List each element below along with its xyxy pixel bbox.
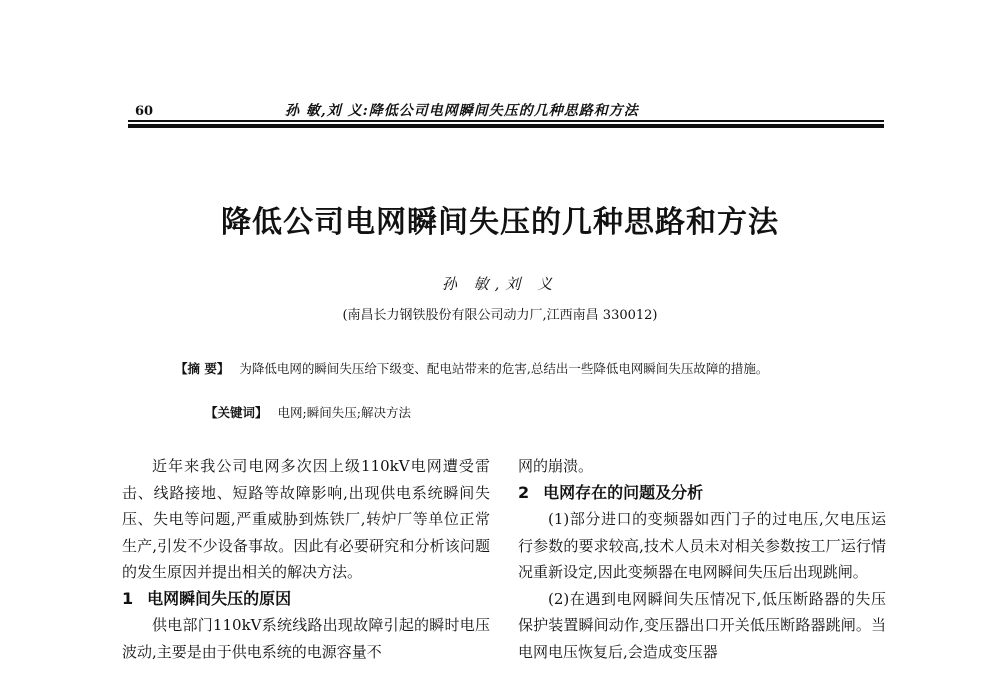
item-2-paragraph: (2)在遇到电网瞬间失压情况下,低压断路器的失压保护装置瞬间动作,变压器出口开关低压断路器跳闸。当电网电压恢复后,会造成变压器 (518, 589, 886, 661)
section-2-title: 电网存在的问题及分析 (543, 482, 704, 502)
left-column (122, 453, 490, 665)
abstract-label: 【摘 要】 (175, 361, 230, 376)
header-rule-thin (128, 120, 884, 122)
keywords (205, 403, 411, 421)
keywords-text: 电网;瞬间失压;解决方法 (277, 405, 411, 420)
running-title: 孙 敏,刘 义:降低公司电网瞬间失压的几种思路和方法 (285, 103, 639, 119)
authors: 孙 敏,刘 义 (441, 275, 559, 293)
section-1-paragraph: 供电部门110kV系统线路出现故障引起的瞬时电压波动,主要是由于供电系统的电源容量不 (122, 616, 490, 661)
affiliation: (南昌长力钢铁股份有限公司动力厂,江西南昌 330012) (342, 308, 658, 323)
keywords-label: 【关键词】 (205, 405, 268, 420)
page-number: 60 (135, 104, 154, 119)
right-column (518, 453, 886, 665)
section-1-heading (122, 586, 490, 613)
section-1-title: 电网瞬间失压的原因 (147, 588, 292, 608)
intro-paragraph: 近年来我公司电网多次因上级110kV电网遭受雷击、线路接地、短路等故障影响,出现供电系统瞬间失压、失电等问题,严重威胁到炼铁厂,转炉厂等单位正常生产,引发不少设备事故。因此有必要研究和分析该问题的发生原因并提出相关的解决方法。 (122, 457, 490, 581)
section-1-number: 1 (122, 588, 134, 608)
header-rule-thick (128, 124, 884, 128)
item-1-paragraph: (1)部分进口的变频器如西门子的过电压,欠电压运行参数的要求较高,技术人员未对相关参数按工厂运行情况重新设定,因此变频器在电网瞬间失压后出现跳闸。 (518, 510, 886, 581)
abstract (175, 357, 855, 381)
continuation-text: 网的崩溃。 (518, 457, 594, 475)
abstract-text: 为降低电网的瞬间失压给下级变、配电站带来的危害,总结出一些降低电网瞬间失压故障的措施。 (239, 361, 769, 376)
section-2-number: 2 (518, 482, 530, 502)
paper-title: 降低公司电网瞬间失压的几种思路和方法 (221, 205, 779, 240)
section-2-heading (518, 480, 886, 507)
